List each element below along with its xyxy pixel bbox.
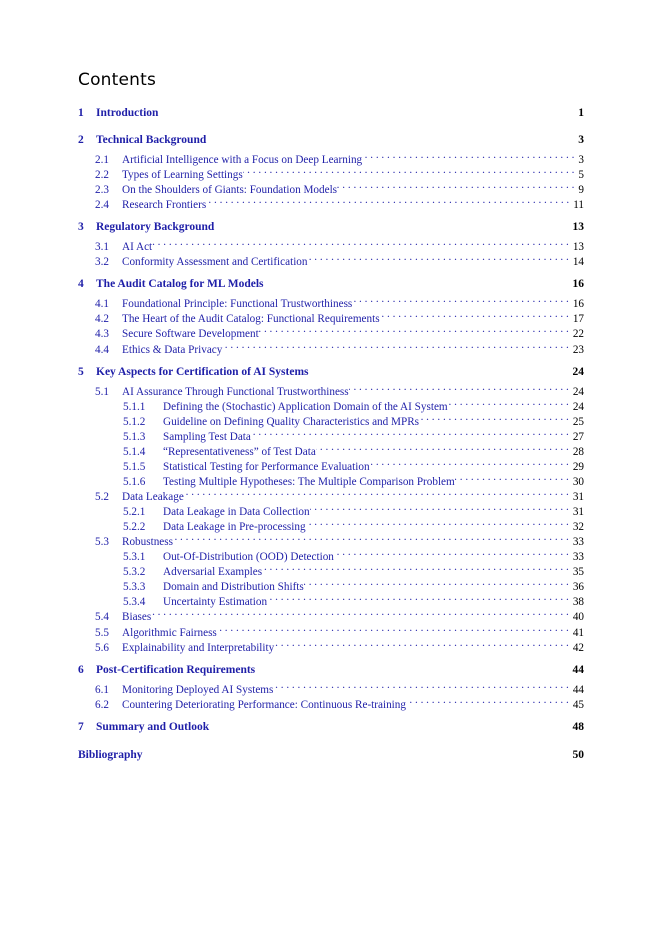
toc-entry-6-1[interactable] [78,678,584,696]
toc-entry-bibliography[interactable] [78,748,584,763]
dot-leader [184,485,573,500]
toc-page-number: 31 [572,506,584,518]
dot-leader [151,605,573,620]
toc-entry-title[interactable]: Data Leakage in Pre-processing [163,521,306,533]
dot-leader [243,163,579,178]
toc-page-number: 48 [572,721,584,733]
toc-page-number: 24 [572,366,584,378]
toc-entry-5-1-1[interactable] [78,395,584,413]
toc-entry-title[interactable]: Out-Of-Distribution (OOD) Detection [163,551,334,563]
toc-entry-4-4[interactable] [78,338,584,356]
toc-entry-title[interactable]: Summary and Outlook [96,721,210,733]
dot-leader [334,545,573,560]
toc-entry-3-1[interactable] [78,235,584,253]
toc-entry-title[interactable]: Defining the (Stochastic) Application Domain of the AI System [163,401,448,413]
toc-page-number: 24 [572,386,584,398]
toc-entry-title[interactable]: AI Assurance Through Functional Trustworthiness [122,386,349,398]
toc-page-number: 11 [573,199,584,211]
toc-entry-5-1-6[interactable] [78,470,584,488]
toc-entry-5-2[interactable] [78,485,584,503]
toc-entry-number: 5.3.3 [123,581,146,593]
toc-entry-number: 2.3 [95,184,109,196]
toc-entry-title[interactable]: Ethics & Data Privacy [122,344,223,356]
toc-page-number: 5 [578,169,584,181]
toc-entry-number: 6 [78,664,84,676]
toc-page-number: 30 [572,476,584,488]
dot-leader [362,148,578,163]
toc-entry-title[interactable]: Introduction [96,107,159,119]
toc-entry-number: 2.2 [95,169,109,181]
toc-entry-number: 5.6 [95,642,109,654]
toc-entry-number: 5.1.3 [123,431,146,443]
toc-entry-2-1[interactable] [78,148,584,166]
dot-leader [306,515,573,530]
toc-entry-number: 5.1 [95,386,109,398]
toc-page-number: 3 [578,134,584,146]
toc-entry-number: 5.3.4 [123,596,146,608]
toc-entry-number: 5.2.1 [123,506,146,518]
dot-leader [448,395,573,410]
toc-entry-number: 5.1.4 [123,446,146,458]
dot-leader [259,322,573,337]
toc-page-number: 17 [572,313,584,325]
toc-entry-number: 4 [78,278,84,290]
toc-page-number: 38 [572,596,584,608]
toc-entry-5-1-3[interactable] [78,425,584,443]
toc-entry-number: 5.3.2 [123,566,146,578]
toc-page-number: 13 [572,241,584,253]
toc-page-number: 42 [572,642,584,654]
dot-leader [274,636,573,651]
toc-entry-title[interactable]: Statistical Testing for Performance Evaluation [163,461,370,473]
toc-entry-number: 7 [78,721,84,733]
toc-entry-number: 5 [78,366,84,378]
dot-leader [206,193,573,208]
toc-entry-5-1-2[interactable] [78,410,584,428]
toc-entry-title[interactable]: The Heart of the Audit Catalog: Functional Requirements [122,313,380,325]
toc-entry-title[interactable]: Foundational Principle: Functional Trustworthiness [122,298,353,310]
toc-entry-7[interactable] [78,720,584,735]
dot-leader [352,292,573,307]
toc-entry-number: 4.2 [95,313,109,325]
toc-entry-title[interactable]: Countering Deteriorating Performance: Continuous Re-training [122,699,406,711]
dot-leader [380,307,573,322]
toc-page-number: 16 [572,298,584,310]
dot-leader [316,440,573,455]
toc-entry-title[interactable]: Sampling Test Data [163,431,251,443]
toc-page-number: 36 [572,581,584,593]
toc-entry-5-3-3[interactable] [78,575,584,593]
toc-page-number: 35 [572,566,584,578]
toc-entry-number: 2 [78,134,84,146]
toc-entry-title[interactable]: Adversarial Examples [163,566,263,578]
toc-page-number: 24 [572,401,584,413]
toc-entry-5-5[interactable] [78,621,584,639]
dot-leader [349,380,573,395]
dot-leader [370,455,573,470]
toc-entry-number: 1 [78,107,84,119]
toc-entry-5-3-4[interactable] [78,590,584,608]
toc-entry-title[interactable]: Artificial Intelligence with a Focus on Deep Learning [122,154,363,166]
toc-entry-5-3-1[interactable] [78,545,584,563]
toc-entry-6-2[interactable] [78,693,584,711]
toc-entry-title[interactable]: Domain and Distribution Shifts [163,581,304,593]
toc-entry-2-3[interactable] [78,178,584,196]
toc-entry-title[interactable]: Data Leakage [122,491,184,503]
toc-entry-number: 5.1.2 [123,416,146,428]
toc-entry-5-3-2[interactable] [78,560,584,578]
toc-page-number: 32 [572,521,584,533]
toc-entry-5-6[interactable] [78,636,584,654]
toc-entry-title[interactable]: Secure Software Development [122,328,259,340]
toc-page-number: 44 [572,684,584,696]
dot-leader [262,560,573,575]
toc-entry-title[interactable]: Technical Background [96,134,207,146]
toc-entry-title[interactable]: On the Shoulders of Giants: Foundation Models [122,184,338,196]
toc-page-number: 27 [572,431,584,443]
toc-page-number: 13 [572,221,584,233]
dot-leader [152,235,573,250]
toc-entry-number: 5.1.5 [123,461,146,473]
toc-entry-number: 5.2.2 [123,521,146,533]
page-title: Contents [78,70,157,90]
toc-entry-2[interactable] [78,133,584,148]
toc-page-number: 29 [572,461,584,473]
toc-entry-5-3[interactable] [78,530,584,548]
toc-entry-5[interactable] [78,365,584,380]
dot-leader [455,470,573,485]
toc-page-number: 3 [578,154,584,166]
toc-page-number: 16 [572,278,584,290]
dot-leader [419,410,573,425]
toc-entry-title[interactable]: Biases [122,611,152,623]
toc-entry-title[interactable]: Robustness [122,536,173,548]
toc-entry-title[interactable]: Algorithmic Fairness [122,627,217,639]
toc-entry-2-4[interactable] [78,193,584,211]
toc-entry-5-2-2[interactable] [78,515,584,533]
toc-entry-title[interactable]: Key Aspects for Certification of AI Systems [96,366,309,378]
dot-leader [308,250,573,265]
toc-entry-title[interactable]: Conformity Assessment and Certification [122,256,308,268]
toc-entry-number: 5.4 [95,611,109,623]
toc-entry-title[interactable]: Regulatory Background [96,221,215,233]
toc-entry-3-2[interactable] [78,250,584,268]
toc-entry-title[interactable]: Explainability and Interpretability [122,642,275,654]
toc-entry-title[interactable]: Data Leakage in Data Collection [163,506,310,518]
toc-page-number: 33 [572,551,584,563]
toc-page-number: 23 [572,344,584,356]
toc-page-number: 22 [572,328,584,340]
toc-entry-5-1-4[interactable] [78,440,584,458]
toc-entry-title[interactable]: “Representativeness” of Test Data [163,446,316,458]
toc-page-number: 41 [572,627,584,639]
toc-entry-number: 4.1 [95,298,109,310]
toc-entry-title[interactable]: Post-Certification Requirements [96,664,256,676]
toc-entry-number: 5.1.6 [123,476,146,488]
toc-entry-5-1-5[interactable] [78,455,584,473]
toc-entry-number: 5.3 [95,536,109,548]
toc-entry-number: 6.1 [95,684,109,696]
toc-page-number: 44 [572,664,584,676]
toc-entry-number: 2.1 [95,154,109,166]
toc-entry-number: 5.2 [95,491,109,503]
toc-entry-number: 5.5 [95,627,109,639]
toc-entry-title[interactable]: Types of Learning Settings [122,169,243,181]
toc-page-number: 40 [572,611,584,623]
dot-leader [406,693,573,708]
toc-page-number: 1 [578,107,584,119]
toc-entry-title[interactable]: Uncertainty Estimation [163,596,268,608]
dot-leader [222,338,572,353]
dot-leader [173,530,573,545]
toc-entry-number: 5.1.1 [123,401,146,413]
toc-entry-number: 5.3.1 [123,551,146,563]
toc-entry-number: 4.3 [95,328,109,340]
toc-entry-4[interactable] [78,277,584,292]
toc-entry-5-2-1[interactable] [78,500,584,518]
toc-entry-title[interactable]: Research Frontiers [122,199,207,211]
dot-leader [310,500,573,515]
toc-entry-number: 2.4 [95,199,109,211]
toc-entry-2-2[interactable] [78,163,584,181]
toc-entry-title[interactable]: Testing Multiple Hypotheses: The Multiple Comparison Problem [163,476,455,488]
toc-page-number: 28 [572,446,584,458]
dot-leader [251,425,573,440]
toc-entry-number: 3.1 [95,241,109,253]
toc-page-number: 50 [572,749,584,761]
dot-leader [217,621,573,636]
toc-entry-number: 4.4 [95,344,109,356]
toc-entry-4-2[interactable] [78,307,584,325]
toc-entry-1[interactable] [78,106,584,121]
toc-entry-5-1[interactable] [78,380,584,398]
toc-page-number: 25 [572,416,584,428]
toc-entry-5-4[interactable] [78,605,584,623]
toc-entry-4-1[interactable] [78,292,584,310]
toc-page-number: 9 [578,184,584,196]
dot-leader [267,590,573,605]
toc-page-number: 45 [572,699,584,711]
toc-page-number: 33 [572,536,584,548]
toc-entry-title[interactable]: Monitoring Deployed AI Systems [122,684,274,696]
toc-page-number: 31 [572,491,584,503]
toc-page-number: 14 [572,256,584,268]
dot-leader [304,575,573,590]
toc-entry-number: 3.2 [95,256,109,268]
toc-entry-number: 3 [78,221,84,233]
toc-entry-4-3[interactable] [78,322,584,340]
toc-entry-title[interactable]: The Audit Catalog for ML Models [96,278,264,290]
toc-entry-title[interactable]: Guideline on Defining Quality Characteristics and MPRs [163,416,420,428]
toc-entry-title[interactable]: Bibliography [78,749,143,761]
toc-entry-title[interactable]: AI Act [122,241,153,253]
toc-entry-3[interactable] [78,220,584,235]
dot-leader [273,678,572,693]
toc-entry-number: 6.2 [95,699,109,711]
dot-leader [337,178,578,193]
toc-entry-6[interactable] [78,663,584,678]
